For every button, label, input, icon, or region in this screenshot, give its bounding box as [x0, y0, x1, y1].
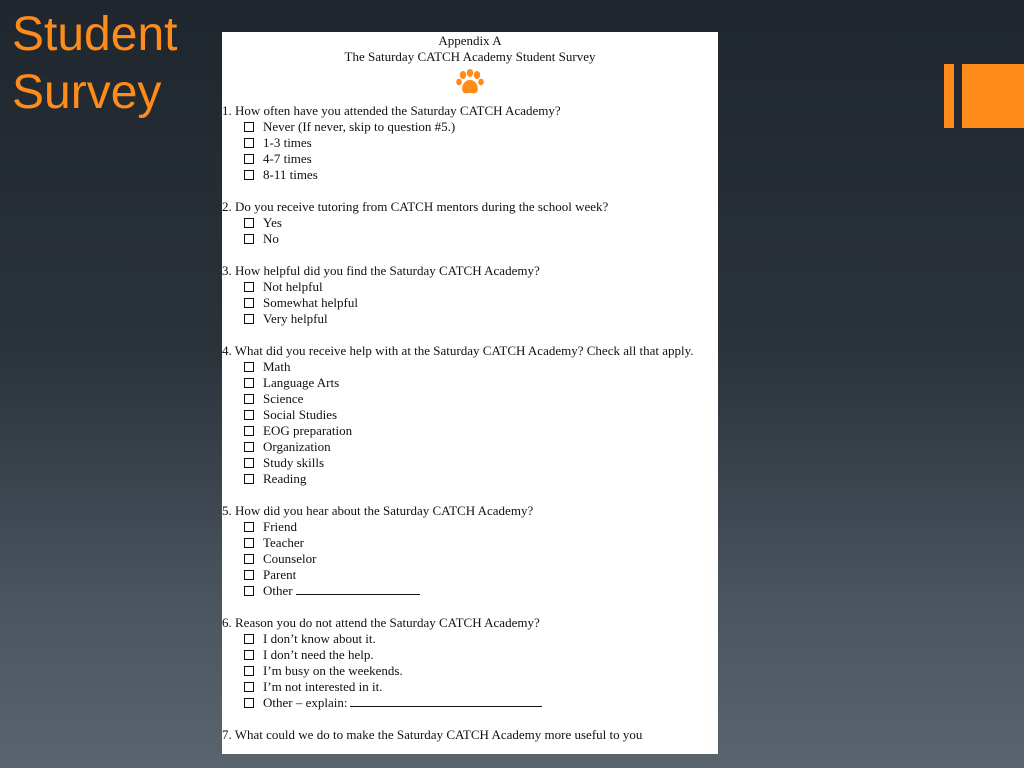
- accent-block: [962, 64, 1024, 128]
- checkbox[interactable]: [244, 538, 254, 548]
- option-label: I’m busy on the weekends.: [263, 663, 403, 678]
- answer-option[interactable]: [222, 359, 718, 375]
- answer-option[interactable]: [222, 295, 718, 311]
- checkbox[interactable]: [244, 458, 254, 468]
- checkbox[interactable]: [244, 282, 254, 292]
- option-label: Study skills: [263, 455, 325, 470]
- question-text: 1. How often have you attended the Saturday CATCH Academy?: [222, 103, 561, 118]
- answer-option[interactable]: [222, 135, 718, 151]
- survey-question-3: [222, 263, 718, 327]
- checkbox[interactable]: [244, 122, 254, 132]
- answer-option[interactable]: [222, 375, 718, 391]
- survey-question-5: [222, 503, 718, 599]
- option-label: Science: [263, 391, 304, 406]
- option-label: 1-3 times: [263, 135, 312, 150]
- option-label: Not helpful: [263, 279, 323, 294]
- answer-option[interactable]: [222, 439, 718, 455]
- answer-option[interactable]: [222, 311, 718, 327]
- option-label: Other – explain:: [263, 695, 348, 710]
- answer-option[interactable]: [222, 663, 718, 679]
- checkbox[interactable]: [244, 650, 254, 660]
- answer-option[interactable]: [222, 279, 718, 295]
- option-label: Math: [263, 359, 291, 374]
- answer-option[interactable]: [222, 583, 718, 599]
- option-label: 8-11 times: [263, 167, 318, 182]
- checkbox[interactable]: [244, 522, 254, 532]
- question-text: 4. What did you receive help with at the Saturday CATCH Academy? Check all that apply.: [222, 343, 694, 358]
- answer-option[interactable]: [222, 551, 718, 567]
- option-label: Parent: [263, 567, 297, 582]
- survey-question-6: [222, 615, 718, 711]
- option-label: I’m not interested in it.: [263, 679, 383, 694]
- answer-option[interactable]: [222, 535, 718, 551]
- answer-option[interactable]: [222, 391, 718, 407]
- option-label: Counselor: [263, 551, 317, 566]
- answer-option[interactable]: [222, 631, 718, 647]
- answer-option[interactable]: [222, 119, 718, 135]
- answer-option[interactable]: [222, 231, 718, 247]
- slide-title: [12, 6, 177, 122]
- option-label: EOG preparation: [263, 423, 353, 438]
- option-label: Teacher: [263, 535, 304, 550]
- option-label: Somewhat helpful: [263, 295, 358, 310]
- option-label: Very helpful: [263, 311, 328, 326]
- checkbox[interactable]: [244, 634, 254, 644]
- answer-option[interactable]: [222, 647, 718, 663]
- explain-blank-line[interactable]: [350, 695, 542, 707]
- answer-option[interactable]: [222, 167, 718, 183]
- checkbox[interactable]: [244, 410, 254, 420]
- survey-question-1: [222, 103, 718, 183]
- survey-question-7: [222, 727, 718, 743]
- accent-bar: [944, 64, 954, 128]
- option-label: Language Arts: [263, 375, 340, 390]
- document-header: [222, 32, 718, 97]
- checkbox[interactable]: [244, 362, 254, 372]
- answer-option[interactable]: [222, 215, 718, 231]
- checkbox[interactable]: [244, 426, 254, 436]
- appendix-label: Appendix A: [438, 33, 502, 48]
- answer-option[interactable]: [222, 567, 718, 583]
- option-label: Reading: [263, 471, 307, 486]
- checkbox[interactable]: [244, 394, 254, 404]
- answer-option[interactable]: [222, 519, 718, 535]
- survey-document: [222, 32, 718, 754]
- checkbox[interactable]: [244, 138, 254, 148]
- question-text: 3. How helpful did you find the Saturday CATCH Academy?: [222, 263, 540, 278]
- answer-option[interactable]: [222, 407, 718, 423]
- checkbox[interactable]: [244, 698, 254, 708]
- survey-question-4: [222, 343, 718, 487]
- checkbox[interactable]: [244, 170, 254, 180]
- option-label: Other: [263, 583, 293, 598]
- checkbox[interactable]: [244, 474, 254, 484]
- survey-question-2: [222, 199, 718, 247]
- slide-title-line-1: Student: [12, 8, 178, 61]
- option-label: No: [263, 231, 279, 246]
- option-label: I don’t need the help.: [263, 647, 374, 662]
- question-list: [222, 103, 718, 743]
- checkbox[interactable]: [244, 682, 254, 692]
- other-blank-line[interactable]: [296, 583, 420, 595]
- checkbox[interactable]: [244, 586, 254, 596]
- checkbox[interactable]: [244, 234, 254, 244]
- option-label: Social Studies: [263, 407, 338, 422]
- answer-option[interactable]: [222, 151, 718, 167]
- checkbox[interactable]: [244, 154, 254, 164]
- question-text: 6. Reason you do not attend the Saturday CATCH Academy?: [222, 615, 540, 630]
- checkbox[interactable]: [244, 442, 254, 452]
- paw-print-icon: [455, 69, 485, 97]
- option-label: Yes: [263, 215, 282, 230]
- option-label: Organization: [263, 439, 331, 454]
- answer-option[interactable]: [222, 455, 718, 471]
- survey-title: The Saturday CATCH Academy Student Survey: [344, 49, 596, 64]
- question-text: 7. What could we do to make the Saturday CATCH Academy more useful to you: [222, 727, 643, 742]
- checkbox[interactable]: [244, 298, 254, 308]
- checkbox[interactable]: [244, 218, 254, 228]
- answer-option[interactable]: [222, 471, 718, 487]
- checkbox[interactable]: [244, 570, 254, 580]
- checkbox[interactable]: [244, 666, 254, 676]
- option-label: Never (If never, skip to question #5.): [263, 119, 456, 134]
- checkbox[interactable]: [244, 378, 254, 388]
- checkbox[interactable]: [244, 314, 254, 324]
- answer-option[interactable]: [222, 423, 718, 439]
- slide-title-line-2: Survey: [12, 66, 162, 119]
- checkbox[interactable]: [244, 554, 254, 564]
- option-label: I don’t know about it.: [263, 631, 376, 646]
- question-text: 2. Do you receive tutoring from CATCH mentors during the school week?: [222, 199, 609, 214]
- answer-option[interactable]: [222, 679, 718, 695]
- option-label: 4-7 times: [263, 151, 312, 166]
- option-label: Friend: [263, 519, 297, 534]
- question-text: 5. How did you hear about the Saturday CATCH Academy?: [222, 503, 534, 518]
- answer-option[interactable]: [222, 695, 718, 711]
